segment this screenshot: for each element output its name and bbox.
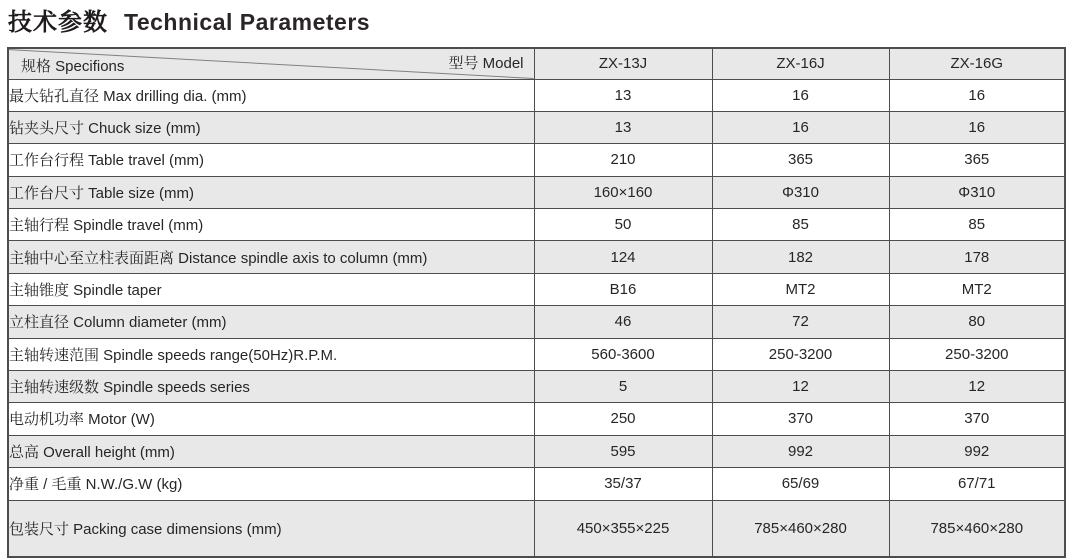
- row-label: 最大钻孔直径 Max drilling dia. (mm): [8, 79, 534, 111]
- cell-value: 560-3600: [534, 338, 712, 370]
- cell-value: 80: [889, 306, 1065, 338]
- cell-value: 85: [712, 209, 889, 241]
- table-row: [8, 176, 1065, 208]
- cell-value: 250-3200: [889, 338, 1065, 370]
- cell-value: 124: [534, 241, 712, 273]
- cell-value: 370: [889, 403, 1065, 435]
- row-label: 主轴转速范围 Spindle speeds range(50Hz)R.P.M.: [8, 338, 534, 370]
- cell-value: 16: [712, 111, 889, 143]
- table-row: [8, 435, 1065, 467]
- table-row: [8, 403, 1065, 435]
- row-label: 钻夹头尺寸 Chuck size (mm): [8, 111, 534, 143]
- table-row: [8, 468, 1065, 501]
- cell-value: MT2: [889, 273, 1065, 305]
- page-title-chinese: 技术参数: [8, 9, 108, 36]
- table-row: [8, 370, 1065, 402]
- cell-value: 16: [889, 79, 1065, 111]
- cell-value: 72: [712, 306, 889, 338]
- table-row: [8, 79, 1065, 111]
- table-body: [8, 79, 1065, 557]
- model-corner-label: 型号 Model: [448, 55, 524, 72]
- cell-value: 50: [534, 209, 712, 241]
- cell-value: Φ310: [712, 176, 889, 208]
- cell-value: 67/71: [889, 468, 1065, 501]
- row-label: 净重 / 毛重 N.W./G.W (kg): [8, 468, 534, 501]
- cell-value: 992: [712, 435, 889, 467]
- page-title: [8, 2, 370, 37]
- table-row: [8, 338, 1065, 370]
- cell-value: 12: [712, 370, 889, 402]
- corner-header-cell: [8, 48, 534, 79]
- cell-value: 16: [712, 79, 889, 111]
- cell-value: 992: [889, 435, 1065, 467]
- cell-value: 210: [534, 144, 712, 176]
- technical-parameters-table: [7, 47, 1066, 558]
- cell-value: 595: [534, 435, 712, 467]
- cell-value: 365: [712, 144, 889, 176]
- table-row: [8, 111, 1065, 143]
- model-column-header: ZX-16J: [712, 48, 889, 79]
- page-title-english: Technical Parameters: [124, 9, 371, 35]
- cell-value: 35/37: [534, 468, 712, 501]
- cell-value: 250-3200: [712, 338, 889, 370]
- cell-value: 16: [889, 111, 1065, 143]
- table-row: [8, 273, 1065, 305]
- model-column-header: ZX-13J: [534, 48, 712, 79]
- table-row: [8, 144, 1065, 176]
- row-label: 立柱直径 Column diameter (mm): [8, 306, 534, 338]
- table-row: [8, 306, 1065, 338]
- cell-value: 182: [712, 241, 889, 273]
- row-label: 包装尺寸 Packing case dimensions (mm): [8, 500, 534, 557]
- row-label: 总高 Overall height (mm): [8, 435, 534, 467]
- cell-value: 370: [712, 403, 889, 435]
- cell-value: 785×460×280: [889, 500, 1065, 557]
- row-label: 主轴中心至立柱表面距离 Distance spindle axis to column (mm): [8, 241, 534, 273]
- cell-value: 365: [889, 144, 1065, 176]
- cell-value: 13: [534, 111, 712, 143]
- cell-value: 12: [889, 370, 1065, 402]
- spec-corner-label: 规格 Specifions: [21, 57, 125, 75]
- row-label: 主轴行程 Spindle travel (mm): [8, 209, 534, 241]
- cell-value: 13: [534, 79, 712, 111]
- cell-value: 160×160: [534, 176, 712, 208]
- row-label: 主轴锥度 Spindle taper: [8, 273, 534, 305]
- cell-value: 250: [534, 403, 712, 435]
- table-row: [8, 241, 1065, 273]
- table-row: [8, 500, 1065, 557]
- model-column-header: ZX-16G: [889, 48, 1065, 79]
- cell-value: 785×460×280: [712, 500, 889, 557]
- row-label: 电动机功率 Motor (W): [8, 403, 534, 435]
- cell-value: 450×355×225: [534, 500, 712, 557]
- row-label: 工作台行程 Table travel (mm): [8, 144, 534, 176]
- cell-value: 85: [889, 209, 1065, 241]
- cell-value: 46: [534, 306, 712, 338]
- table-header-row: [8, 48, 1065, 79]
- cell-value: B16: [534, 273, 712, 305]
- cell-value: Φ310: [889, 176, 1065, 208]
- cell-value: 65/69: [712, 468, 889, 501]
- cell-value: 178: [889, 241, 1065, 273]
- row-label: 主轴转速级数 Spindle speeds series: [8, 370, 534, 402]
- cell-value: 5: [534, 370, 712, 402]
- cell-value: MT2: [712, 273, 889, 305]
- row-label: 工作台尺寸 Table size (mm): [8, 176, 534, 208]
- table-row: [8, 209, 1065, 241]
